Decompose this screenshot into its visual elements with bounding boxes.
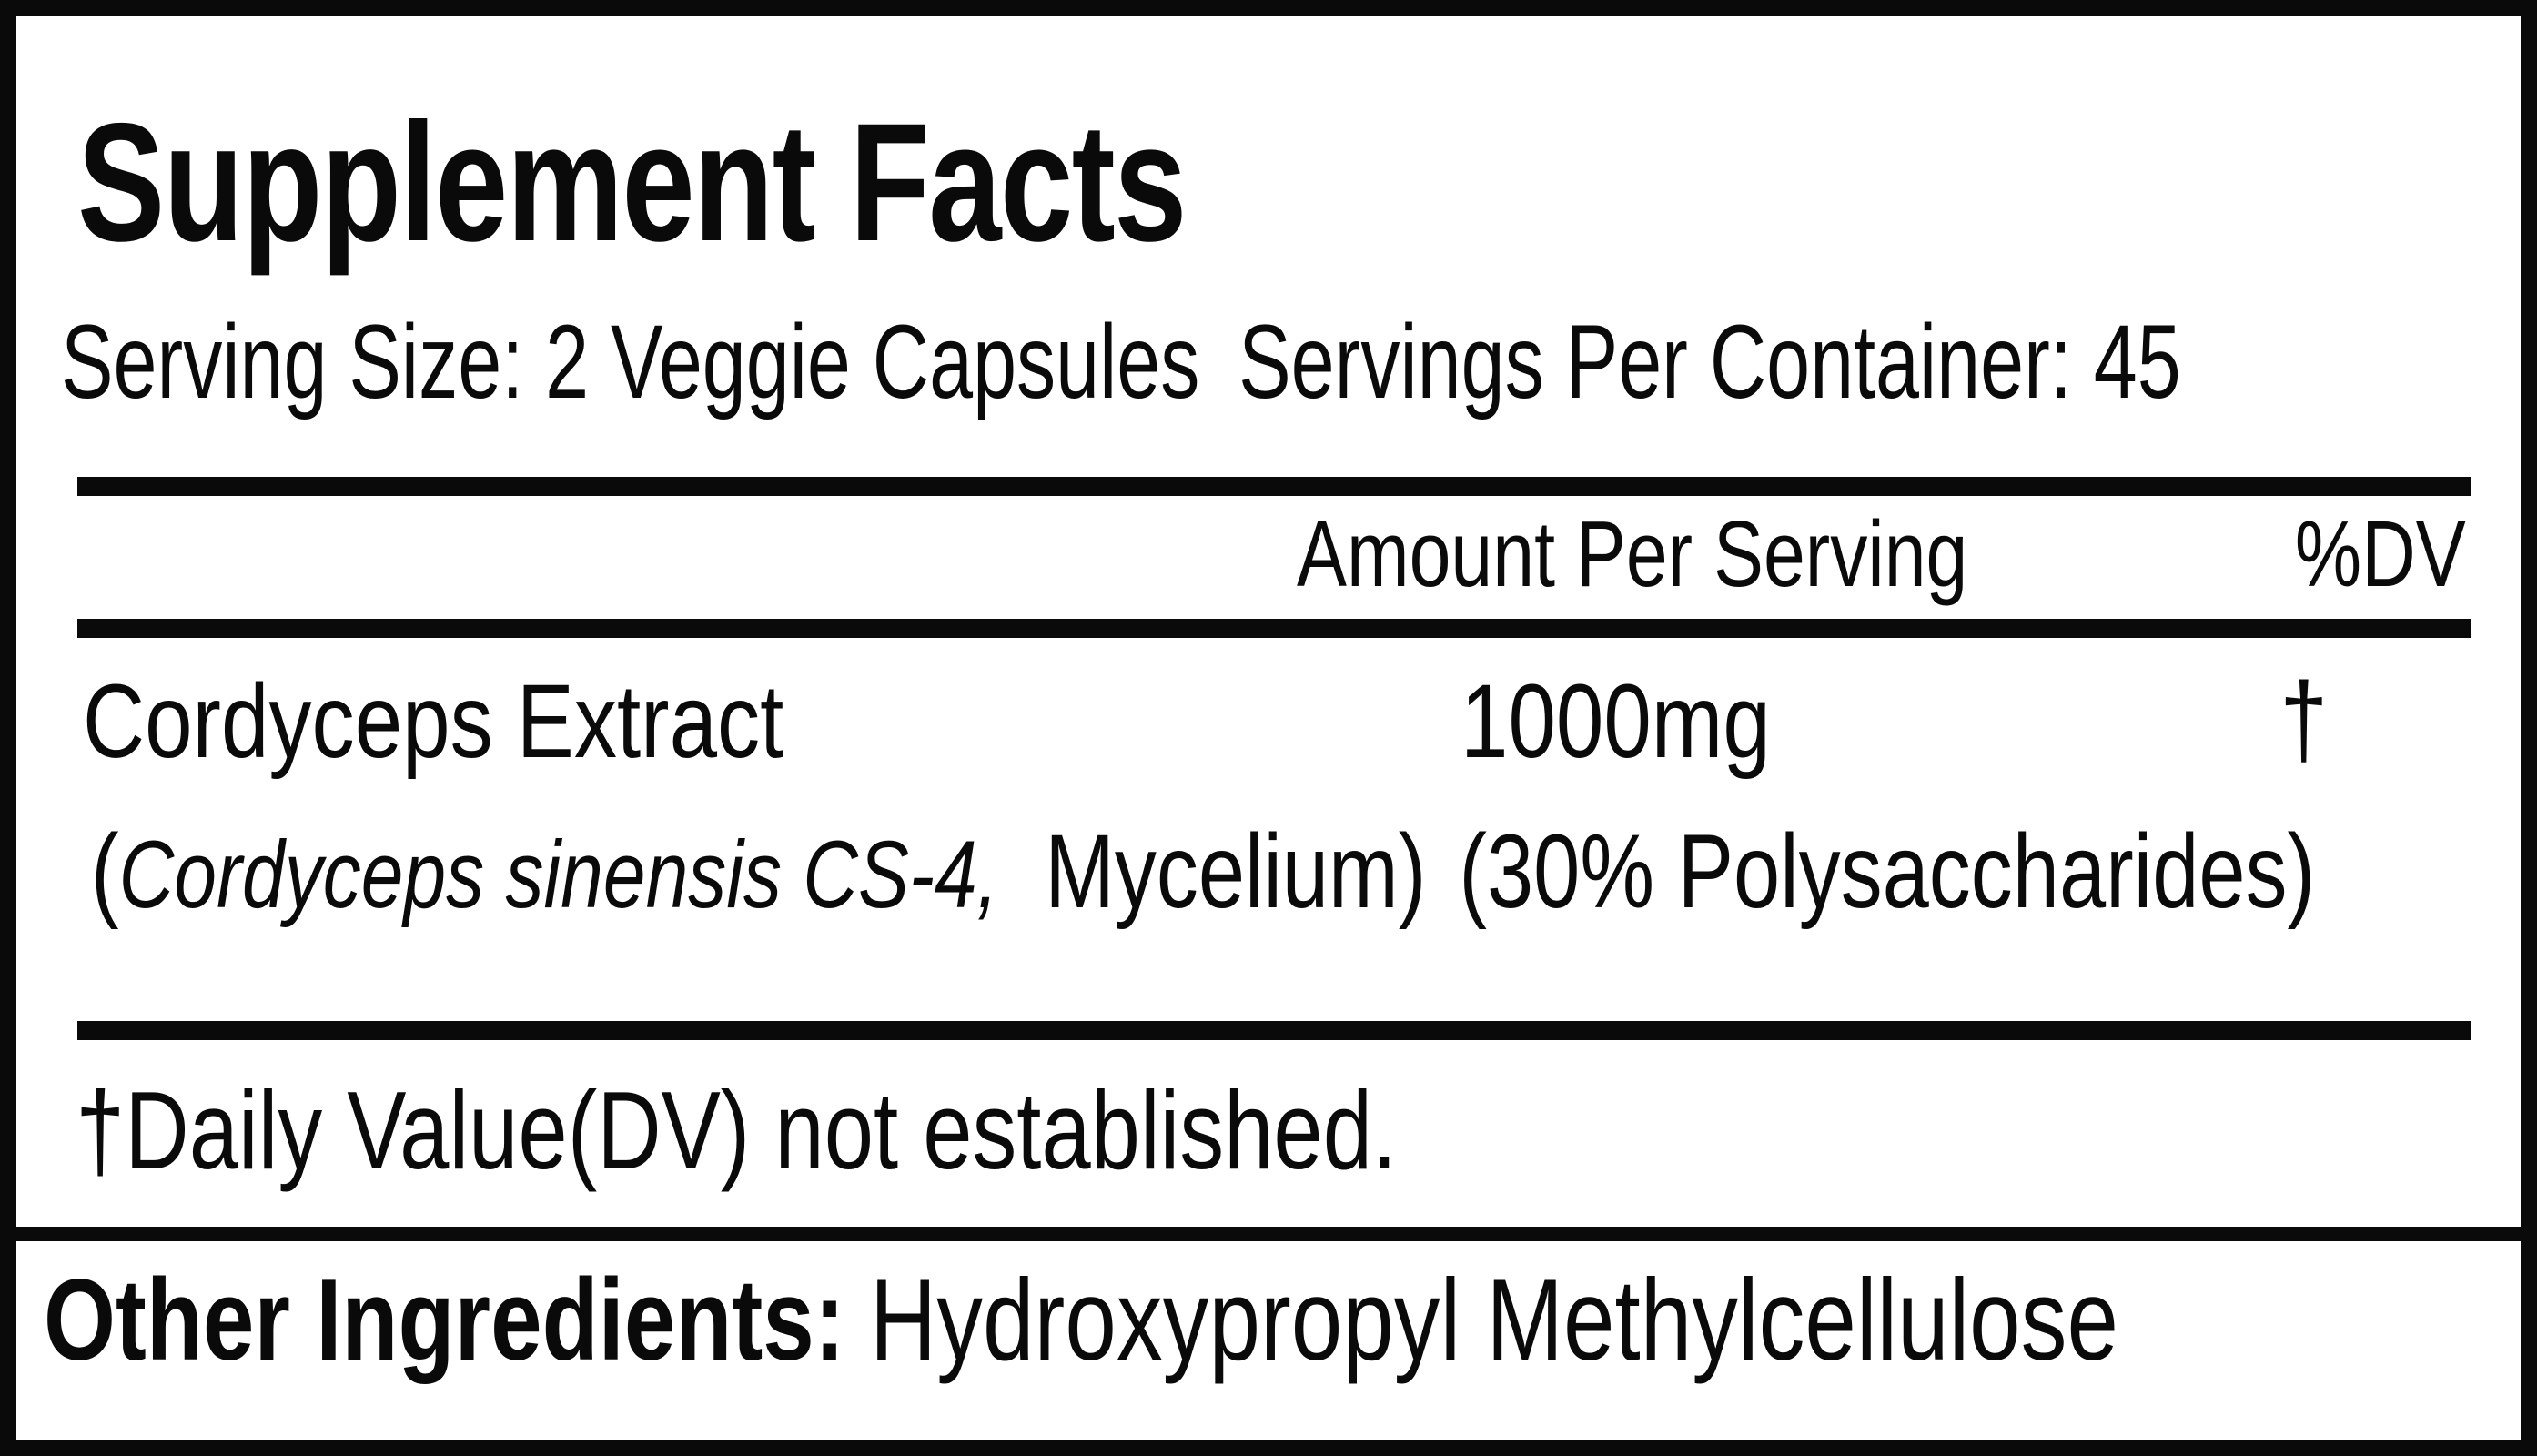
other-ingredients-label: Other Ingredients: <box>44 1255 845 1384</box>
thick-rule-header-bottom <box>77 619 2471 638</box>
panel-title-text: Supplement Facts <box>77 89 1186 277</box>
dv-footnote: †Daily Value(DV) not established. <box>76 1068 1398 1192</box>
serving-size: Serving Size: 2 Veggie Capsules <box>61 304 1200 420</box>
botanical-name: Cordyceps sinensis CS-4, <box>118 822 999 928</box>
servings-per-container: Servings Per Container: 45 <box>1238 304 2181 420</box>
panel-title <box>77 89 1498 277</box>
serving-info-row <box>61 304 2537 420</box>
detail-polysaccharides: (30% Polysaccharides) <box>1459 814 2316 930</box>
thick-rule-row-bottom <box>77 1021 2471 1040</box>
ingredient-dv-symbol: † <box>2279 662 2328 778</box>
column-header-dv: %DV <box>2295 501 2466 606</box>
thick-rule-top <box>77 477 2471 496</box>
detail-open-paren: ( <box>91 814 119 930</box>
other-ingredients-divider <box>16 1227 2521 1241</box>
ingredient-amount: 1000mg <box>1461 663 1771 780</box>
other-ingredients-row <box>44 1255 2537 1384</box>
column-header-amount: Amount Per Serving <box>1297 501 1968 606</box>
other-ingredients-value: Hydroxypropyl Methylcellulose <box>869 1255 2118 1384</box>
ingredient-name: Cordyceps Extract <box>83 663 784 780</box>
ingredient-detail <box>91 814 2537 930</box>
detail-mycelium: Mycelium) <box>1045 814 1427 930</box>
